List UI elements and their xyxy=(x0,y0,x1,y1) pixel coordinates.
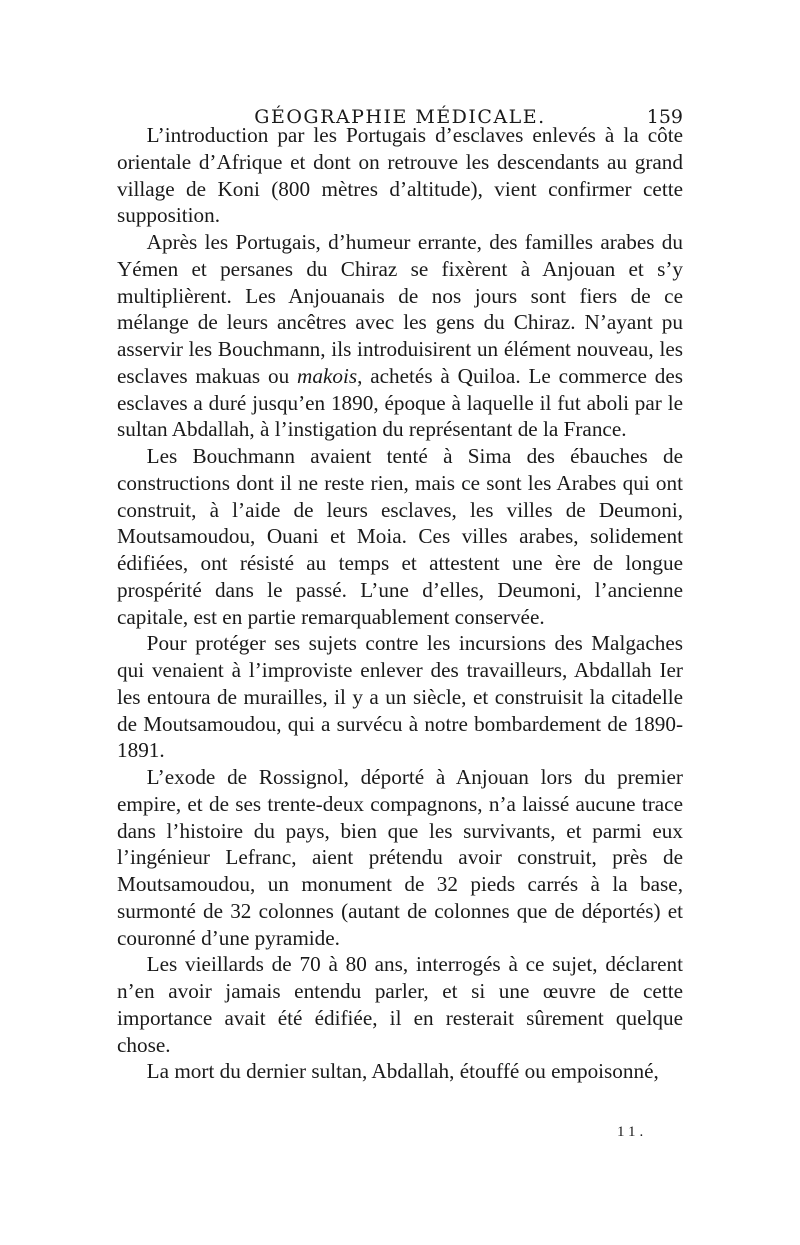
paragraph-1: L’introduction par les Portugais d’esclaves enlevés à la côte orientale d’Afrique et dont on retrouve les descendants au grand village de Koni (800 mètres d’altitude), vient confirmer cette supposition. xyxy=(117,123,683,228)
paragraph-6: Les vieillards de 70 à 80 ans, interrogés à ce sujet, déclarent n’en avoir jamais entendu parler, et si une œuvre de cette importance avait été édifiée, il en resterait sûrement quelque chose. xyxy=(117,952,683,1057)
running-title: GÉOGRAPHIE MÉDICALE. xyxy=(254,106,546,128)
paragraph-2 xyxy=(117,229,683,443)
paragraph-2-text-end: , achetés à Quiloa. Le commerce des esclaves a duré jusqu’en 1890, époque à laquelle il fut aboli par le sultan Abdallah, à l’instigation du représentant de la France. xyxy=(117,363,683,442)
paragraph-2-text: Après les Portugais, d’humeur errante, des familles arabes du Yémen et persanes du Chiraz se fixèrent à Anjouan et s’y multiplièrent. Les Anjouanais de nos jours sont fiers de ce mélange de leurs ancêtres avec les gens du Chiraz. N’ayant pu asservir les Bouchmann, ils introduisirent un élément nouveau, les esclaves makuas ou xyxy=(117,230,683,388)
paragraph-4: Pour protéger ses sujets contre les incursions des Malgaches qui venaient à l’improviste enlever des travailleurs, Abdallah Ier les entoura de murailles, il y a un siècle, et construisit la citadelle de Moutsamoudou, qui a survécu à notre bombardement de 1890-1891. xyxy=(117,631,683,763)
paragraph-2-italic-term: makois xyxy=(297,363,358,388)
signature-mark: 11. xyxy=(617,1124,648,1140)
body-text xyxy=(117,122,683,1085)
page-number: 159 xyxy=(646,106,683,128)
paragraph-5: L’exode de Rossignol, déporté à Anjouan lors du premier empire, et de ses trente-deux compagnons, n’a laissé aucune trace dans l’histoire du pays, bien que les survivants, et parmi eux l’ingénieur Lefranc, aient prétendu avoir construit, près de Moutsamoudou, un monument de 32 pieds carrés à la base, surmonté de 32 colonnes (autant de colonnes que de déportés) et couronné d’une pyramide. xyxy=(117,765,683,950)
paragraph-7: La mort du dernier sultan, Abdallah, étouffé ou empoisonné, xyxy=(146,1059,659,1084)
paragraph-3: Les Bouchmann avaient tenté à Sima des ébauches de constructions dont il ne reste rien, mais ce sont les Arabes qui ont construit, à l’aide de leurs esclaves, les villes de Deumoni, Moutsamoudou, Ouani et Moia. Ces villes arabes, solidement édifiées, ont résisté au temps et attestent une ère de longue prospérité dans le passé. L’une d’elles, Deumoni, l’ancienne capitale, est en partie remarquablement conservée. xyxy=(117,444,683,629)
